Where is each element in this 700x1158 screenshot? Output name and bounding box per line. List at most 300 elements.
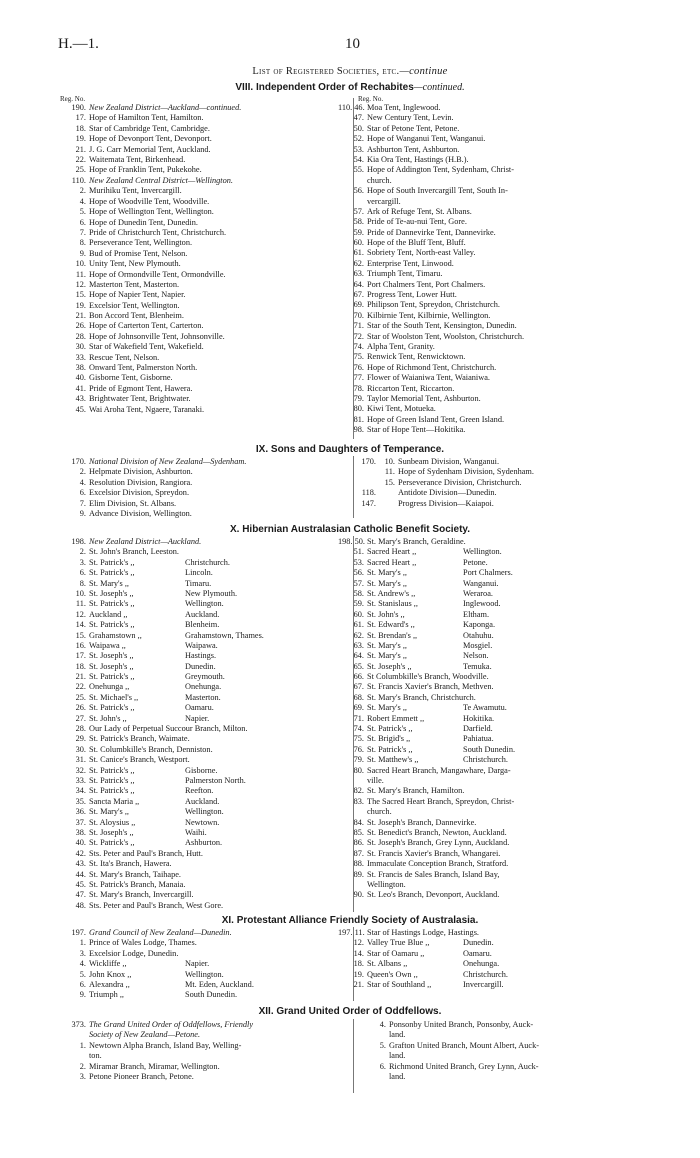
list-item [338, 217, 668, 227]
item-text: John Knox ,, [89, 969, 132, 979]
item-number: 64. [353, 279, 364, 289]
item-number: 7. [79, 498, 86, 508]
item-number: 30. [75, 744, 86, 754]
item-number: 197. [71, 928, 86, 937]
item-number: 14. [75, 620, 86, 630]
section-ix-left [60, 457, 350, 519]
section-xii-right [360, 1020, 670, 1082]
item-text: St. Aloysius ,, [89, 817, 136, 827]
list-item [338, 259, 668, 269]
list-item [338, 186, 668, 196]
item-number: 69. [353, 300, 364, 310]
item-number: 9. [79, 248, 86, 258]
item-number: 69. [353, 703, 364, 713]
list-item [338, 970, 668, 980]
item-place: Auckland. [185, 609, 220, 619]
item-number: 12. [75, 609, 86, 619]
item-number: 12. [75, 279, 86, 289]
item-number: 21. [75, 311, 86, 321]
list-item [360, 1030, 670, 1040]
section-ix-heading: IX. Sons and Daughters of Temperance. [255, 444, 445, 455]
item-text: ville. [367, 775, 384, 785]
list-item [60, 311, 350, 321]
item-place: Pahiatua. [463, 734, 494, 744]
item-text: Advance Division, Wellington. [89, 508, 192, 518]
item-number: 62. [353, 258, 364, 268]
list-item [60, 818, 350, 828]
item-text: Wai Aroha Tent, Ngaere, Taranaki. [89, 404, 205, 414]
list-item [60, 1041, 350, 1051]
item-number: 71. [353, 713, 364, 723]
list-item [360, 1051, 670, 1061]
item-text: Triumph Tent, Timaru. [367, 269, 443, 279]
item-text: Triumph ,, [89, 990, 124, 1000]
list-item [338, 662, 668, 672]
item-text: St. John's Branch, Leeston. [89, 547, 179, 557]
section-viii-heading-suffix: —continued. [413, 82, 465, 93]
item-text: Rescue Tent, Nelson. [89, 352, 160, 362]
item-number: 4. [79, 959, 86, 969]
item-number: 55. [353, 165, 364, 175]
list-item [60, 259, 350, 269]
item-text: St. Joseph's ,, [89, 588, 134, 598]
item-number: 38. [75, 827, 86, 837]
list-item [60, 641, 350, 651]
item-place: Onehunga. [185, 682, 222, 692]
item-text: J. G. Carr Memorial Tent, Auckland. [89, 144, 211, 154]
item-place: Wellington. [463, 547, 502, 557]
item-text: Murihiku Tent, Invercargill. [89, 186, 182, 196]
list-item [60, 870, 350, 880]
item-number: 87. [353, 848, 364, 858]
item-number: 88. [353, 859, 364, 869]
list-item [338, 849, 668, 859]
item-text: Auckland ,, [89, 609, 128, 619]
list-item [60, 457, 350, 467]
item-number: 75. [353, 352, 364, 362]
item-number: 8. [79, 578, 86, 588]
item-number: 43. [75, 859, 86, 869]
item-number: 18. [353, 959, 364, 969]
item-number: 48. [75, 900, 86, 910]
list-item [338, 949, 668, 959]
item-number: 43. [75, 394, 86, 404]
item-number: 1. [79, 938, 86, 948]
item-number: 18. [75, 661, 86, 671]
item-number: 1. [79, 1040, 86, 1050]
list-item [338, 980, 668, 990]
item-place: Otahuhu. [463, 630, 494, 640]
item-place: Onehunga. [463, 959, 500, 969]
item-text: St. Mary's Branch, Geraldine. [367, 537, 466, 546]
section-x-left [60, 537, 350, 911]
item-number: 11. [75, 269, 86, 279]
item-text: Hope of the Bluff Tent, Bluff. [367, 238, 466, 248]
item-number: 28. [75, 331, 86, 341]
list-item [338, 269, 668, 279]
list-item [338, 693, 668, 703]
item-text: St. Patrick's ,, [89, 775, 135, 785]
item-text: Taylor Memorial Tent, Ashburton. [367, 393, 481, 403]
item-text: St. Francis Xavier's Branch, Whangarei. [367, 848, 501, 858]
item-number: 21. [353, 979, 364, 989]
list-item [338, 766, 668, 776]
item-text: Hope of South Invercargill Tent, South In- [367, 186, 508, 196]
item-text: St. Michael's ,, [89, 692, 139, 702]
item-place: Newtown. [185, 817, 220, 827]
item-text: Star of the South Tent, Kensington, Dunedin. [367, 321, 517, 331]
list-item [60, 745, 350, 755]
item-place: Christchurch. [463, 969, 508, 979]
item-text: Richmond United Branch, Grey Lynn, Auck- [389, 1061, 539, 1071]
item-text: St. Patrick's ,, [89, 703, 135, 713]
item-number: 36. [75, 807, 86, 817]
item-place: Petone. [463, 557, 488, 567]
item-text: St. Patrick's Branch, Manaia. [89, 879, 186, 889]
item-text: Our Lady of Perpetual Succour Branch, Milton. [89, 724, 248, 734]
item-number: 170. [71, 457, 86, 466]
item-place: Waihi. [185, 827, 207, 837]
list-item [60, 620, 350, 630]
item-place: Wellington. [185, 807, 224, 817]
item-number: 80. [353, 404, 364, 414]
item-text: St Columbkille's Branch, Woodville. [367, 672, 489, 682]
list-item [60, 589, 350, 599]
item-text: St. Joseph's ,, [89, 827, 134, 837]
list-item [338, 145, 668, 155]
list-item [60, 394, 350, 404]
item-number: 32. [75, 765, 86, 775]
item-number: 37. [75, 817, 86, 827]
item-number: 21. [75, 672, 86, 682]
item-number: 89. [353, 869, 364, 879]
list-item [338, 838, 668, 848]
item-text: ton. [89, 1051, 102, 1061]
list-item [60, 228, 350, 238]
item-text: Antidote Division—Dunedin. [398, 488, 497, 498]
item-number: 21. [75, 144, 86, 154]
item-place: Auckland. [185, 796, 220, 806]
item-text: Sacred Heart ,, [367, 547, 417, 557]
item-number: 4. [79, 477, 86, 487]
item-text: Hope of Wanganui Tent, Wanganui. [367, 134, 486, 144]
list-item [60, 901, 350, 911]
reg-no-label-right: Reg. No. [358, 95, 384, 103]
item-number: 6. [79, 488, 86, 498]
item-number: 98. [353, 425, 364, 435]
item-text: Gisborne Tent, Gisborne. [89, 373, 173, 383]
item-text: St. Andrew's ,, [367, 588, 416, 598]
list-item [60, 155, 350, 165]
item-number: 8. [79, 238, 86, 248]
list-item [60, 599, 350, 609]
list-item [60, 828, 350, 838]
list-item [60, 859, 350, 869]
item-number: 198. 50. [338, 537, 365, 546]
list-item [60, 405, 350, 415]
item-text: St. Brigid's ,, [367, 734, 411, 744]
list-item [60, 103, 350, 113]
section-viii-right [338, 103, 668, 436]
item-text: Hope of Devonport Tent, Devonport. [89, 134, 212, 144]
item-text: land. [389, 1051, 406, 1061]
list-item [356, 499, 666, 509]
item-number: 66. [353, 672, 364, 682]
item-text: Hope of Sydenham Division, Sydenham. [398, 467, 534, 477]
item-place: Hokitika. [463, 713, 495, 723]
item-text: Ponsonby United Branch, Ponsonby, Auck- [389, 1020, 534, 1029]
item-text: St. Mary's ,, [367, 640, 407, 650]
list-item [338, 280, 668, 290]
item-number: 72. [353, 331, 364, 341]
item-number: 15. [75, 630, 86, 640]
list-item [338, 938, 668, 948]
item-number: 81. [353, 414, 364, 424]
item-text: Valley True Blue ,, [367, 938, 430, 948]
item-number: 10. [75, 588, 86, 598]
list-item [60, 113, 350, 123]
item-place: Greymouth. [185, 672, 225, 682]
list-item [60, 682, 350, 692]
list-item [60, 353, 350, 363]
list-item [60, 838, 350, 848]
list-item [338, 425, 668, 435]
item-text: Bon Accord Tent, Blenheim. [89, 311, 184, 321]
item-number: 26. [75, 321, 86, 331]
list-item [338, 238, 668, 248]
item-number: 5. [379, 1040, 386, 1050]
list-item [338, 547, 668, 557]
item-number: 31. [75, 755, 86, 765]
list-item [60, 1062, 350, 1072]
item-number: 61. [353, 248, 364, 258]
item-text: Enterprise Tent, Linwood. [367, 258, 454, 268]
list-item [338, 610, 668, 620]
item-text: Hope of Woodville Tent, Woodville. [89, 196, 210, 206]
item-text: St. Benedict's Branch, Newton, Auckland. [367, 827, 507, 837]
list-item [338, 228, 668, 238]
item-number: 40. [75, 838, 86, 848]
item-place: Port Chalmers. [463, 568, 513, 578]
list-item [60, 176, 350, 186]
list-item [60, 714, 350, 724]
item-text: St. Albans ,, [367, 959, 408, 969]
list-item [60, 693, 350, 703]
item-text: St. Columbkille's Branch, Denniston. [89, 744, 213, 754]
list-item [60, 290, 350, 300]
list-item [338, 363, 668, 373]
page-number: 10 [345, 36, 360, 52]
item-text: St. Joseph's ,, [89, 661, 134, 671]
list-item [60, 672, 350, 682]
list-item [338, 890, 668, 900]
list-item [60, 186, 350, 196]
item-text: Sts. Peter and Paul's Branch, Hutt. [89, 848, 203, 858]
item-number: 82. [353, 786, 364, 796]
item-number: 45. [75, 404, 86, 414]
item-text: Hope of Wellington Tent, Wellington. [89, 207, 214, 217]
list-item [338, 579, 668, 589]
section-viii-left-b [60, 176, 350, 415]
item-text: Hope of Franklin Tent, Pukekohe. [89, 165, 202, 175]
list-title-text: List of Registered Societies, etc. [252, 66, 400, 77]
item-number: 110. [71, 176, 86, 185]
item-number: 35. [75, 796, 86, 806]
list-item [360, 1041, 670, 1051]
item-number: 90. [353, 890, 364, 900]
item-text: Sobriety Tent, North-east Valley. [367, 248, 476, 258]
list-item [60, 332, 350, 342]
item-text: Riccarton Tent, Riccarton. [367, 383, 455, 393]
item-number: 74. [353, 341, 364, 351]
list-item [338, 415, 668, 425]
item-text: Masterton Tent, Masterton. [89, 279, 180, 289]
item-text: New Zealand Central District—Wellington. [89, 176, 233, 185]
item-text: St. Patrick's ,, [89, 672, 135, 682]
item-number: 25. [75, 692, 86, 702]
item-text: Sunbeam Division, Wanganui. [398, 457, 500, 466]
item-text: Flower of Waianiwa Tent, Waianiwa. [367, 373, 490, 383]
list-item [60, 249, 350, 259]
item-number: 17. [75, 113, 86, 123]
list-item [338, 197, 668, 207]
item-text: Grand Council of New Zealand—Dunedin. [89, 928, 232, 937]
list-item [60, 270, 350, 280]
item-text: Miramar Branch, Miramar, Wellington. [89, 1061, 220, 1071]
item-text: New Century Tent, Levin. [367, 113, 454, 123]
item-number: 67. [353, 682, 364, 692]
list-item [338, 859, 668, 869]
item-number: 58. [353, 217, 364, 227]
item-text: St. Stanislaus ,, [367, 599, 418, 609]
list-item [338, 248, 668, 258]
item-text: St. Patrick's ,, [89, 620, 135, 630]
item-text: St. Patrick's ,, [367, 724, 413, 734]
list-item [360, 1020, 670, 1030]
item-number: 4. [79, 196, 86, 206]
section-xii-heading: XII. Grand United Order of Oddfellows. [258, 1006, 442, 1017]
item-number: 19. [75, 300, 86, 310]
item-number: 65. [353, 661, 364, 671]
list-item [60, 766, 350, 776]
list-item [60, 890, 350, 900]
list-item [338, 786, 668, 796]
section-viii-heading [0, 82, 700, 93]
item-place: Hastings. [185, 651, 217, 661]
list-item [60, 651, 350, 661]
list-item [338, 818, 668, 828]
item-number: 85. [353, 827, 364, 837]
list-item [60, 938, 350, 948]
item-number: 57. [353, 206, 364, 216]
list-title-suffix: —continue [399, 66, 448, 77]
section-x-heading: X. Hibernian Australasian Catholic Benefit Society. [229, 524, 471, 535]
item-text: St. Matthew's ,, [367, 755, 419, 765]
item-text: Hope of Richmond Tent, Christchurch. [367, 362, 497, 372]
item-number: 84. [353, 817, 364, 827]
item-text: St. Joseph's ,, [367, 661, 412, 671]
list-item [338, 776, 668, 786]
item-number: 86. [353, 838, 364, 848]
item-text: Star of Hastings Lodge, Hastings. [367, 928, 479, 937]
item-number: 22. [75, 682, 86, 692]
item-text: Hope of Addington Tent, Sydenham, Christ- [367, 165, 514, 175]
item-number: 5. [79, 207, 86, 217]
item-text: Kiwi Tent, Motueka. [367, 404, 436, 414]
list-item [338, 714, 668, 724]
item-number: 3. [79, 557, 86, 567]
list-item [338, 807, 668, 817]
item-number: 9. [79, 990, 86, 1000]
list-item [60, 124, 350, 134]
list-item [356, 467, 666, 477]
item-text: Star of Cambridge Tent, Cambridge. [89, 123, 210, 133]
item-text: Alpha Tent, Granity. [367, 341, 435, 351]
item-place: Christchurch. [463, 755, 508, 765]
item-number: 52. [353, 134, 364, 144]
item-text: Excelsior Tent, Wellington. [89, 300, 180, 310]
item-text: New Zealand District—Auckland. [89, 537, 202, 546]
item-reg-number: 118. [361, 488, 376, 498]
item-text: Resolution Division, Rangiora. [89, 477, 193, 487]
list-item [60, 568, 350, 578]
item-number: 59. [353, 227, 364, 237]
item-number: 80. [353, 765, 364, 775]
list-item [338, 734, 668, 744]
item-text: St. Patrick's ,, [89, 786, 135, 796]
item-number: 60. [353, 609, 364, 619]
list-item [338, 124, 668, 134]
list-item [338, 373, 668, 383]
list-item [60, 384, 350, 394]
item-number: 10. [384, 457, 395, 466]
item-number: 29. [75, 734, 86, 744]
item-text: land. [389, 1030, 406, 1040]
item-text: Pride of Te-au-nui Tent, Gore. [367, 217, 467, 227]
item-number: 30. [75, 342, 86, 352]
item-place: Te Awamutu. [463, 703, 507, 713]
item-text: St. Brendan's ,, [367, 630, 418, 640]
item-text: St. Joseph's ,, [89, 651, 134, 661]
item-text: Wickliffe ,, [89, 959, 127, 969]
list-item [60, 959, 350, 969]
item-place: South Dunedin. [185, 990, 238, 1000]
list-item [60, 807, 350, 817]
item-place: Wanganui. [463, 578, 499, 588]
item-number: 75. [353, 734, 364, 744]
item-text: Wellington. [367, 879, 406, 889]
list-item [60, 703, 350, 713]
item-number: 47. [353, 113, 364, 123]
item-place: Masterton. [185, 692, 221, 702]
item-text: Hope of Dunedin Tent, Dunedin. [89, 217, 198, 227]
item-text: St. Mary's Branch, Hamilton. [367, 786, 465, 796]
item-number: 197. 11. [338, 928, 365, 937]
item-text: Alexandra ,, [89, 979, 130, 989]
item-text: Grafton United Branch, Mount Albert, Auck- [389, 1040, 540, 1050]
item-text: Pride of Christchurch Tent, Christchurch. [89, 227, 227, 237]
item-place: Inglewood. [463, 599, 501, 609]
item-text: Moa Tent, Inglewood. [367, 103, 441, 112]
list-item [60, 755, 350, 765]
list-item [338, 290, 668, 300]
item-text: land. [389, 1071, 406, 1081]
item-number: 3. [79, 948, 86, 958]
list-item [338, 599, 668, 609]
list-item [338, 155, 668, 165]
item-place: Dunedin. [185, 661, 216, 671]
list-item [338, 568, 668, 578]
